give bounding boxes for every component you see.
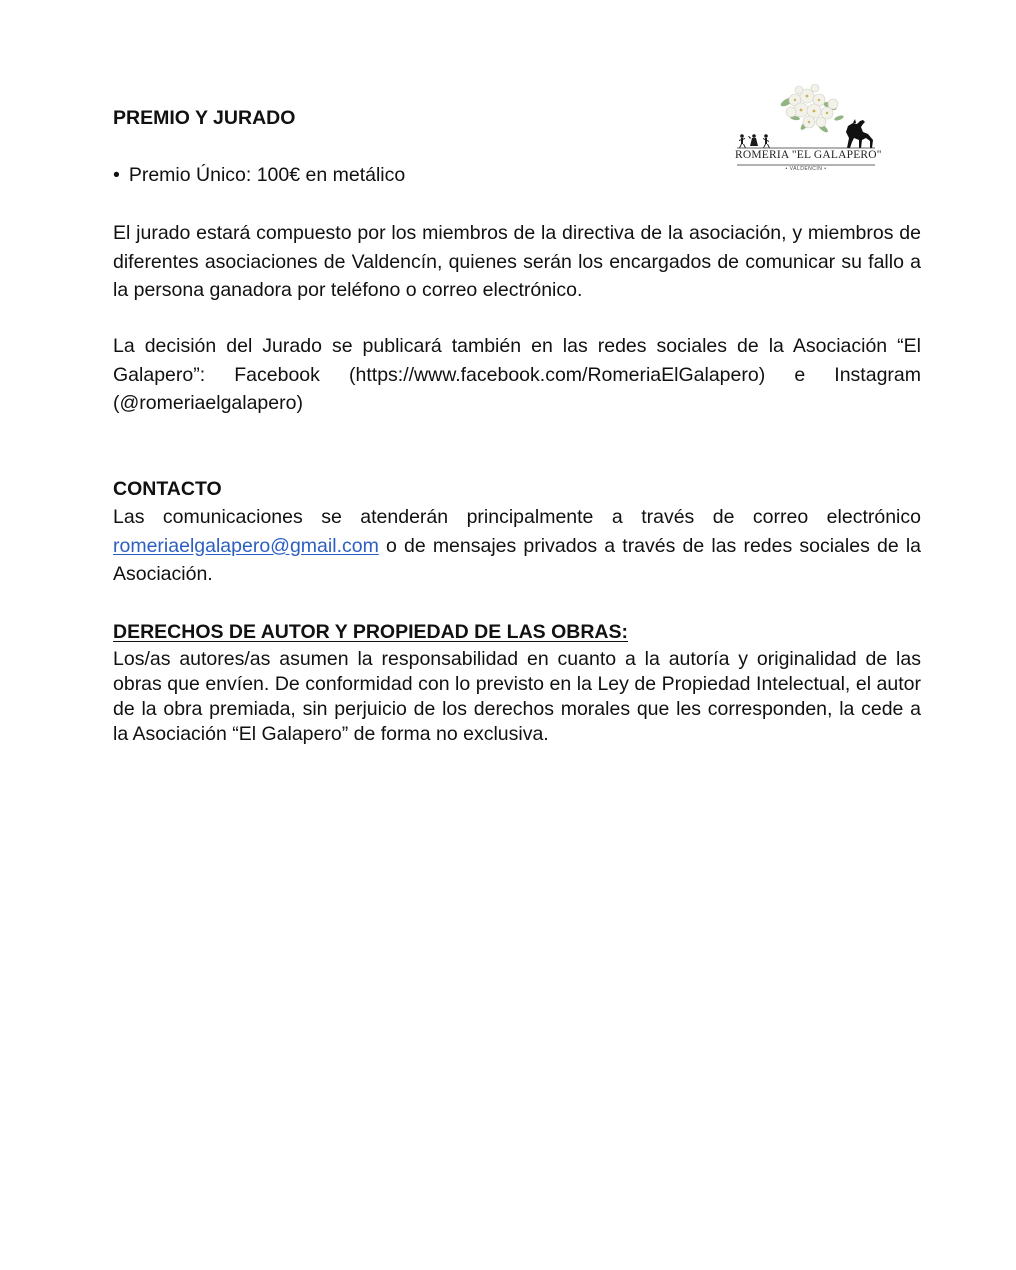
jurado-paragraph: El jurado estará compuesto por los miembros de la directiva de la asociación, y miembros de diferentes asociaciones de Valdencín, quienes serán los encargados de comunicar su fallo a la persona ganadora por teléfono o correo electrónico. — [113, 222, 921, 301]
prize-bullet-item — [113, 162, 405, 188]
derechos-heading: DERECHOS DE AUTOR Y PROPIEDAD DE LAS OBRAS: — [113, 621, 629, 643]
contacto-text-after-email: o de mensajes privados a través de las redes sociales de la Asociación. — [113, 534, 921, 585]
contacto-text-before-email: Las comunicaciones se atenderán principalmente a través de correo electrónico — [113, 506, 921, 528]
dancers-icon — [739, 134, 770, 148]
decision-paragraph: La decisión del Jurado se publicará también en las redes sociales de la Asociación “El Galapero”: Facebook (https://www.facebook.com/RomeriaElGalapero) e Instagram (@romeriaelgalapero) — [113, 335, 921, 414]
derechos-paragraph: Los/as autores/as asumen la responsabilidad en cuanto a la autoría y originalidad de las obras que envíen. De conformidad con lo previsto en la Ley de Propiedad Intelectual, el autor de la obra premiada, sin perjuicio de los derechos morales que les corresponden, la cede a la Asociación “El Galapero” de forma no exclusiva. — [113, 648, 921, 745]
horse-icon — [846, 119, 873, 148]
romeria-el-galapero-logo — [735, 80, 882, 176]
premio-heading: PREMIO Y JURADO — [113, 107, 296, 129]
contacto-heading: CONTACTO — [113, 478, 222, 500]
logo-subtitle: • VALDENCÍN • — [785, 166, 827, 172]
prize-bullet-text: Premio Único: 100€ en metálico — [128, 164, 406, 186]
logo-artwork — [735, 80, 877, 150]
bullet-symbol: • — [113, 164, 120, 186]
contacto-paragraph — [113, 503, 921, 589]
logo-title: ROMERIA "EL GALAPERO" — [735, 149, 882, 161]
email-link[interactable]: romeriaelgalapero@gmail.com — [113, 534, 379, 557]
